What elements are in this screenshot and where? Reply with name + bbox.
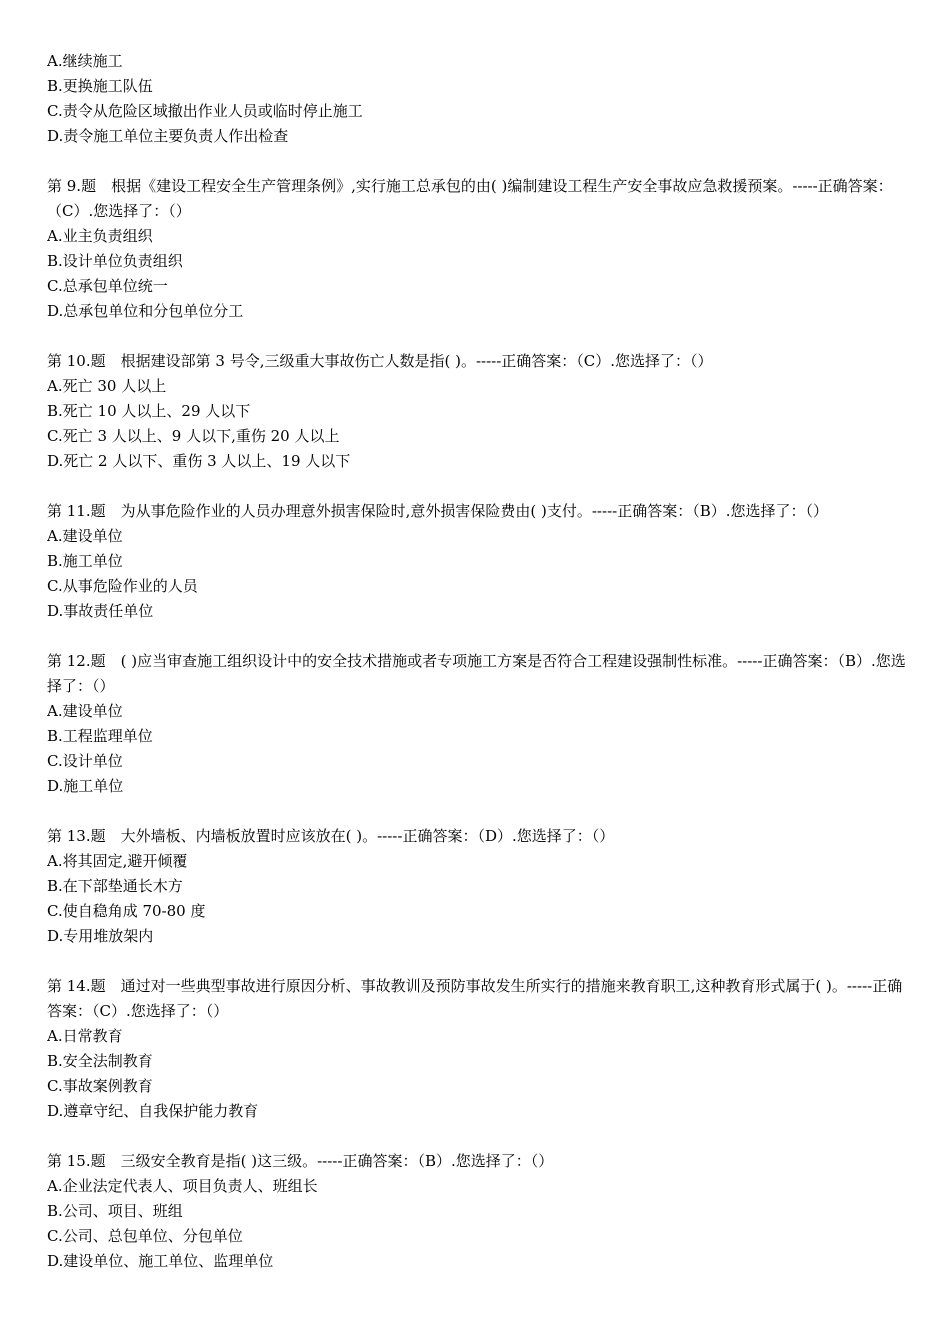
question-14: [47, 974, 915, 1124]
question-10: [47, 349, 915, 474]
option-d: D.责令施工单位主要负责人作出检查: [47, 127, 289, 145]
option-c: C.设计单位: [47, 752, 123, 770]
option-a: A.建设单位: [47, 702, 123, 720]
question-text: 第 11.题 为从事危险作业的人员办理意外损害保险时,意外损害保险费由( )支付。-----正确答案：（B）.您选择了：（）: [47, 502, 829, 520]
question-text: 第 10.题 根据建设部第 3 号令,三级重大事故伤亡人数是指( )。-----正确答案：（C）.您选择了：（）: [47, 352, 713, 370]
question-text: 第 15.题 三级安全教育是指( )这三级。-----正确答案：（B）.您选择了：（）: [47, 1152, 554, 1170]
question-11: [47, 499, 915, 624]
option-c: C.公司、总包单位、分包单位: [47, 1227, 243, 1245]
option-c: C.使自稳角成 70-80 度: [47, 902, 206, 920]
question-13: [47, 824, 915, 949]
option-c: C.总承包单位统一: [47, 277, 168, 295]
spacer: [47, 949, 915, 974]
intro-options: [47, 49, 915, 149]
question-text: 第 13.题 大外墙板、内墙板放置时应该放在( )。-----正确答案：（D）.您选择了：（）: [47, 827, 615, 845]
spacer: [47, 624, 915, 649]
option-d: D.遵章守纪、自我保护能力教育: [47, 1102, 259, 1120]
question-15: [47, 1149, 915, 1274]
document-page: [47, 49, 915, 1274]
option-b: B.安全法制教育: [47, 1052, 153, 1070]
option-d: D.施工单位: [47, 777, 124, 795]
option-d: D.死亡 2 人以下、重伤 3 人以上、19 人以下: [47, 452, 351, 470]
option-c: C.从事危险作业的人员: [47, 577, 198, 595]
spacer: [47, 474, 915, 499]
spacer: [47, 1124, 915, 1149]
spacer: [47, 799, 915, 824]
option-d: D.建设单位、施工单位、监理单位: [47, 1252, 274, 1270]
option-b: B.设计单位负责组织: [47, 252, 183, 270]
option-a: A.死亡 30 人以上: [47, 377, 167, 395]
option-c: C.责令从危险区域撤出作业人员或临时停止施工: [47, 102, 363, 120]
question-text: 第 12.题 ( )应当审查施工组织设计中的安全技术措施或者专项施工方案是否符合工程建设强制性标准。-----正确答案：（B）.您选择了：（）: [47, 652, 906, 695]
option-d: D.总承包单位和分包单位分工: [47, 302, 244, 320]
option-a: A.企业法定代表人、项目负责人、班组长: [47, 1177, 318, 1195]
option-b: B.更换施工队伍: [47, 77, 153, 95]
option-d: D.事故责任单位: [47, 602, 154, 620]
spacer: [47, 324, 915, 349]
option-b: B.公司、项目、班组: [47, 1202, 183, 1220]
option-a: A.日常教育: [47, 1027, 123, 1045]
option-b: B.死亡 10 人以上、29 人以下: [47, 402, 251, 420]
option-b: B.施工单位: [47, 552, 123, 570]
option-a: A.将其固定,避开倾覆: [47, 852, 188, 870]
option-c: C.死亡 3 人以上、9 人以下,重伤 20 人以上: [47, 427, 340, 445]
option-c: C.事故案例教育: [47, 1077, 153, 1095]
question-text: 第 9.题 根据《建设工程安全生产管理条例》,实行施工总承包的由( )编制建设工程生产安全事故应急救援预案。-----正确答案：（C）.您选择了：（）: [47, 177, 893, 220]
option-b: B.在下部垫通长木方: [47, 877, 183, 895]
option-d: D.专用堆放架内: [47, 927, 154, 945]
option-a: A.业主负责组织: [47, 227, 153, 245]
option-a: A.建设单位: [47, 527, 123, 545]
question-9: [47, 174, 915, 324]
question-12: [47, 649, 915, 799]
option-b: B.工程监理单位: [47, 727, 153, 745]
option-a: A.继续施工: [47, 52, 123, 70]
spacer: [47, 149, 915, 174]
question-text: 第 14.题 通过对一些典型事故进行原因分析、事故教训及预防事故发生所实行的措施来教育职工,这种教育形式属于( )。-----正确答案：（C）.您选择了：（）: [47, 977, 903, 1020]
